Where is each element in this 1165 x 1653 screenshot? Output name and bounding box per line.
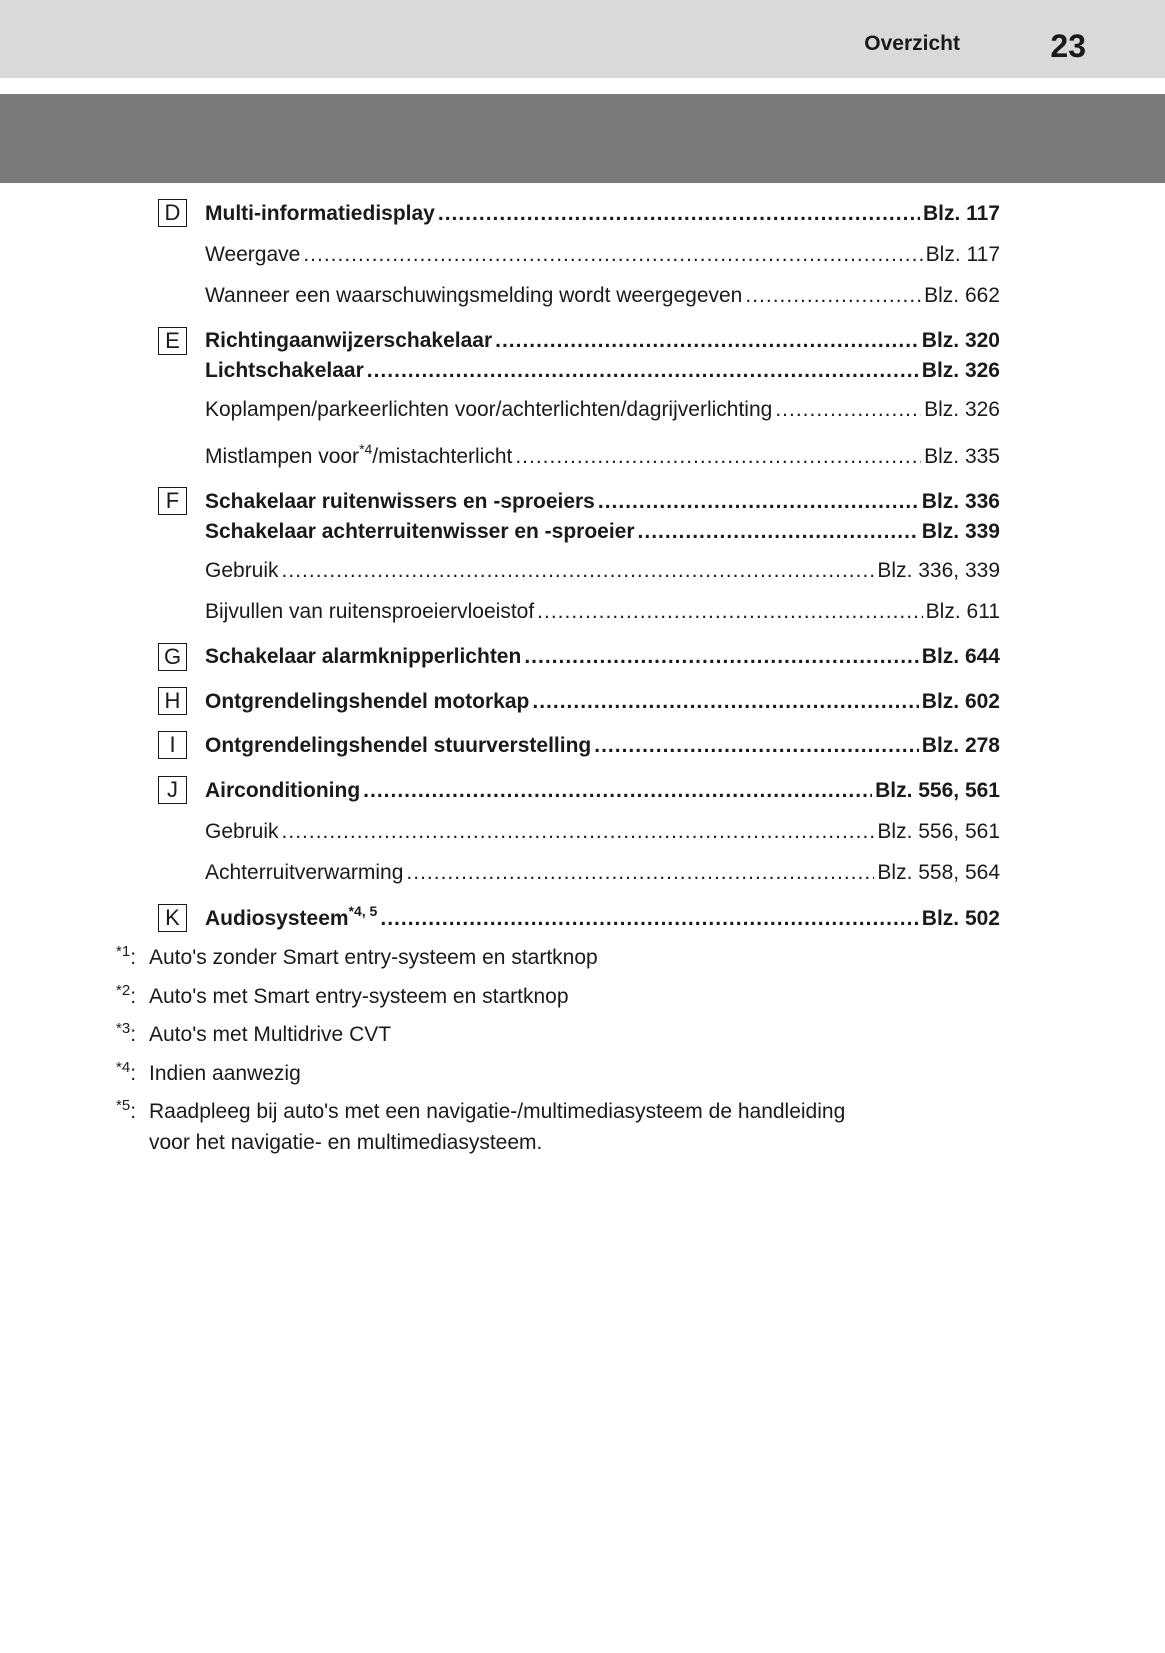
entry-mistlampen[interactable] (205, 443, 1000, 471)
leader-dots (745, 282, 921, 310)
letter-d: D (158, 199, 187, 227)
footnote-mark: $^{*3}$: (116, 1020, 137, 1046)
entry-airconditioning[interactable] (205, 777, 1000, 805)
leader-dots (406, 859, 874, 887)
entry-alarmknipperlichten[interactable] (205, 643, 1000, 671)
letter-g: G (158, 643, 187, 671)
leader-dots (775, 396, 921, 424)
footnote-ref: *4 (359, 441, 373, 457)
entry-stuurverstelling[interactable] (205, 732, 1000, 760)
page-ref: Blz. 662 (924, 284, 1000, 307)
leader-dots (495, 327, 919, 355)
entry-lichtschakelaar[interactable] (205, 357, 1000, 385)
page-ref: Blz. 326 (921, 359, 1000, 382)
footnote-mark: $^{*5}$: (116, 1097, 137, 1123)
leader-dots (380, 905, 918, 933)
leader-dots (537, 598, 923, 626)
page-ref: Blz. 339 (921, 520, 1000, 543)
page-ref: Blz. 320 (921, 329, 1000, 352)
entry-label: Ontgrendelingshendel motorkap (205, 690, 530, 713)
entry-weergave[interactable] (205, 241, 1000, 269)
entry-label: Wanneer een waarschuwingsmelding wordt weergegeven (205, 284, 743, 307)
entry-motorkap[interactable] (205, 688, 1000, 716)
page-ref: Blz. 556, 561 (875, 779, 1000, 802)
page-ref: Blz. 336, 339 (877, 559, 1000, 582)
footnote-mark: $^{*4}$: (116, 1059, 137, 1085)
entry-label: Richtingaanwijzerschakelaar (205, 329, 493, 352)
page-ref: Blz. 117 (925, 243, 1000, 266)
header-band (0, 0, 1165, 78)
footnote-5 (116, 1096, 1016, 1158)
footnote-text-continued: voor het navigatie- en multimediasysteem. (149, 1131, 543, 1154)
page-ref: Blz. 502 (921, 907, 1000, 930)
entry-waarschuwingsmelding[interactable] (205, 282, 1000, 310)
page-number: 23 (1050, 28, 1086, 64)
entry-label: Weergave (205, 243, 301, 266)
entry-sproeiervloeistof[interactable] (205, 598, 1000, 626)
leader-dots (282, 557, 875, 585)
leader-dots (638, 518, 919, 546)
page-ref: Blz. 556, 561 (877, 820, 1000, 843)
entry-label: Bijvullen van ruitensproeiervloeistof (205, 600, 535, 623)
entry-achterruitenwisser[interactable] (205, 518, 1000, 546)
leader-dots (524, 643, 918, 671)
leader-dots (594, 732, 919, 760)
footnote-text: Raadpleeg bij auto's met een navigatie-/multimediasysteem de handleiding (149, 1100, 846, 1123)
footnote-4 (116, 1058, 1016, 1089)
letter-j: J (158, 776, 187, 804)
footnote-text: Auto's met Multidrive CVT (149, 1023, 392, 1046)
entry-gebruik-airco[interactable] (205, 818, 1000, 846)
letter-h: H (158, 687, 187, 715)
entry-label: Ontgrendelingshendel stuurverstelling (205, 734, 592, 757)
entry-audiosysteem[interactable] (205, 905, 1000, 933)
entry-label: Gebruik (205, 820, 279, 843)
footnote-mark: $^{*2}$: (116, 982, 137, 1008)
leader-dots (303, 241, 922, 269)
footnote-text: Indien aanwezig (149, 1062, 301, 1085)
letter-k: K (158, 904, 187, 932)
page-ref: Blz. 278 (921, 734, 1000, 757)
footnote-text: Auto's met Smart entry-systeem en startknop (149, 985, 569, 1008)
entry-label: Koplampen/parkeerlichten voor/achterlichten/dagrijverlichting (205, 398, 773, 421)
entry-label: Schakelaar achterruitenwisser en -sproeier (205, 520, 635, 543)
leader-dots (438, 200, 920, 228)
page-ref: Blz. 611 (925, 600, 1000, 623)
entry-label: Schakelaar alarmknipperlichten (205, 645, 522, 668)
leader-dots (515, 443, 921, 471)
entry-richtingaanwijzerschakelaar[interactable] (205, 327, 1000, 355)
letter-i: I (158, 731, 187, 759)
entry-multi-informatiedisplay[interactable] (205, 200, 1000, 228)
page-ref: Blz. 335 (924, 445, 1000, 468)
entry-gebruik-wissers[interactable] (205, 557, 1000, 585)
leader-dots (532, 688, 918, 716)
entry-label: Gebruik (205, 559, 279, 582)
leader-dots (598, 488, 919, 516)
page-ref: Blz. 558, 564 (877, 861, 1000, 884)
letter-f: F (158, 487, 187, 515)
footnote-mark: $^{*1}$: (116, 943, 137, 969)
entry-label: Lichtschakelaar (205, 359, 364, 382)
entry-label: Multi-informatiedisplay (205, 202, 435, 225)
footnote-2 (116, 981, 1016, 1012)
entry-achterruitverwarming[interactable] (205, 859, 1000, 887)
leader-dots (363, 777, 872, 805)
section-title: Overzicht (864, 32, 960, 55)
page-ref: Blz. 644 (921, 645, 1000, 668)
entry-label: Mistlampen voor$^{*4}$/mistachterlicht (205, 441, 513, 468)
page-ref: Blz. 336 (921, 490, 1000, 513)
footnote-ref: *4, 5 (348, 903, 378, 919)
entry-label: Schakelaar ruitenwissers en -sproeiers (205, 490, 595, 513)
letter-e: E (158, 327, 187, 355)
entry-koplampen[interactable] (205, 396, 1000, 424)
entry-ruitenwissers[interactable] (205, 488, 1000, 516)
leader-dots (282, 818, 875, 846)
entry-label: Airconditioning (205, 779, 361, 802)
page-ref: Blz. 117 (922, 202, 1000, 225)
footnote-text: Auto's zonder Smart entry-systeem en startknop (149, 946, 598, 969)
entry-label: Audiosysteem$^{*4, 5}$ (205, 903, 378, 930)
leader-dots (367, 357, 919, 385)
entry-label: Achterruitverwarming (205, 861, 404, 884)
title-band (0, 94, 1165, 183)
footnote-3 (116, 1019, 1016, 1050)
footnote-1 (116, 942, 1016, 973)
page-ref: Blz. 602 (921, 690, 1000, 713)
page-ref: Blz. 326 (924, 398, 1000, 421)
